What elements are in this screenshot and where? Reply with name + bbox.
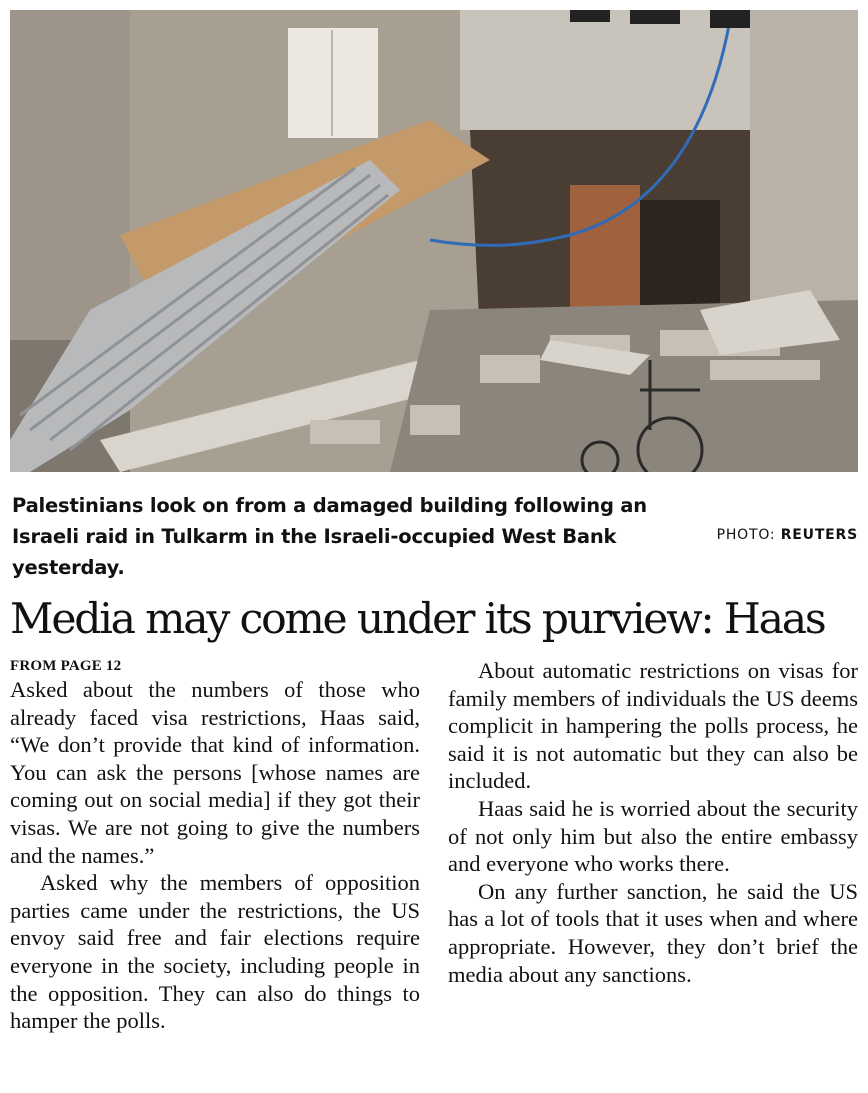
article-paragraph: Haas said he is worried about the security of not only him but also the entire embassy and everyone who works there. (448, 795, 858, 877)
article-paragraph: Asked why the members of opposition parties came under the restrictions, the US envoy said free and fair elections require everyone in the society, including people in the opposition. They can also do things to hamper the polls. (10, 870, 420, 1034)
article-headline: Media may come under its purview: Haas (10, 595, 825, 644)
article-paragraph: About automatic restrictions on visas for family members of individuals the US deems complicit in hampering the polls process, he said it is not automatic but they can also be included. (448, 658, 858, 794)
photo-credit-source: REUTERS (780, 527, 858, 543)
photo-credit-label: PHOTO: (716, 527, 776, 543)
article-column-right (448, 657, 858, 988)
photo-credit (717, 527, 858, 543)
article-paragraph: On any further sanction, he said the US has a lot of tools that it uses when and where appropriate. However, they don’t brief the media about any sanctions. (448, 878, 858, 987)
news-photo (10, 10, 858, 472)
damaged-building-illustration (10, 10, 858, 472)
article-paragraph: Asked about the numbers of those who already faced visa restrictions, Haas said, “We don’t provide that kind of information. You can ask the persons [whose names are coming out on social media] if they got their visas. We are not going to give the numbers and the names.” (10, 677, 420, 868)
article-column-left (10, 656, 420, 1035)
photo-caption: Palestinians look on from a damaged building following an Israeli raid in Tulkarm in the Israeli-occupied West Bank yesterday. (12, 494, 647, 579)
continuation-label: FROM PAGE 12 (10, 658, 122, 674)
